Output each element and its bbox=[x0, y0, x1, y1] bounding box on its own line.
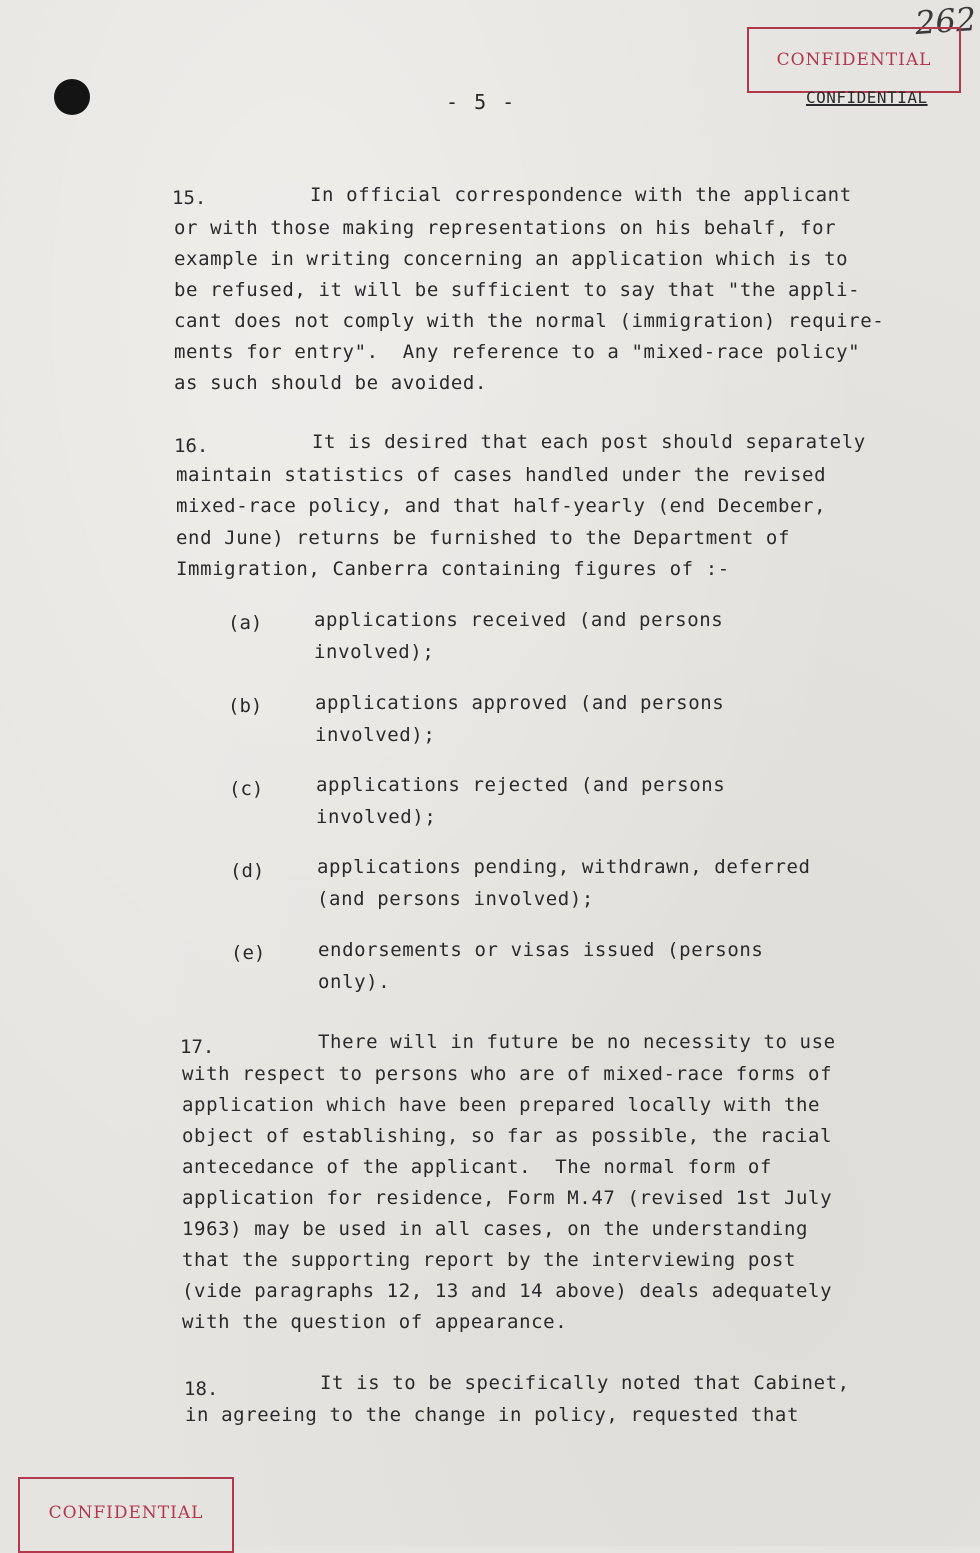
paragraph-17-line: There will in future be no necessity to use bbox=[318, 1031, 836, 1053]
paragraph-15-line: cant does not comply with the normal (immigration) require- bbox=[174, 310, 885, 332]
confidential-stamp-bottom: CONFIDENTIAL bbox=[18, 1477, 234, 1553]
list-item-line: applications pending, withdrawn, deferred bbox=[317, 856, 811, 878]
page-number: - 5 - bbox=[446, 90, 517, 114]
folio-number: 262 bbox=[913, 0, 978, 43]
paragraph-15-line: In official correspondence with the applicant bbox=[310, 184, 852, 206]
paragraph-15-number: 15. bbox=[172, 187, 207, 209]
paragraph-16-line: mixed-race policy, and that half-yearly (end December, bbox=[176, 495, 827, 517]
paragraph-16-line: maintain statistics of cases handled under the revised bbox=[176, 464, 827, 486]
list-item-label: (c) bbox=[229, 778, 264, 800]
paragraph-17-line: (vide paragraphs 12, 13 and 14 above) deals adequately bbox=[182, 1280, 833, 1302]
paragraph-17-number: 17. bbox=[180, 1036, 215, 1058]
list-item-label: (d) bbox=[230, 860, 265, 882]
paragraph-15-line: or with those making representations on his behalf, for bbox=[174, 217, 837, 239]
paragraph-15-line: as such should be avoided. bbox=[174, 372, 488, 394]
list-item-line: applications approved (and persons bbox=[315, 692, 725, 714]
punch-hole bbox=[54, 79, 90, 115]
list-item-label: (b) bbox=[228, 695, 263, 717]
list-item-label: (e) bbox=[231, 942, 266, 964]
paragraph-16-line: It is desired that each post should separately bbox=[312, 431, 866, 453]
paragraph-16-line: end June) returns be furnished to the Department of bbox=[176, 527, 790, 549]
paragraph-17-line: application which have been prepared locally with the bbox=[182, 1094, 821, 1116]
paragraph-17-line: with respect to persons who are of mixed-race forms of bbox=[182, 1063, 833, 1085]
list-item-line: involved); bbox=[314, 641, 435, 663]
paragraph-16-number: 16. bbox=[174, 435, 209, 457]
paragraph-17-line: antecedance of the applicant. The normal form of bbox=[182, 1156, 772, 1178]
paragraph-15-line: example in writing concerning an application which is to bbox=[174, 248, 849, 270]
paragraph-15-line: ments for entry". Any reference to a "mixed-race policy" bbox=[174, 341, 861, 363]
paragraph-17-line: application for residence, Form M.47 (revised 1st July bbox=[182, 1187, 833, 1209]
paragraph-18-line: in agreeing to the change in policy, requested that bbox=[185, 1404, 799, 1426]
classification-marking: CONFIDENTIAL bbox=[806, 88, 928, 107]
list-item-line: applications received (and persons bbox=[314, 609, 724, 631]
paragraph-16-line: Immigration, Canberra containing figures of :- bbox=[176, 558, 730, 580]
paragraph-17-line: object of establishing, so far as possible, the racial bbox=[182, 1125, 833, 1147]
list-item-line: (and persons involved); bbox=[317, 888, 594, 910]
paragraph-18-number: 18. bbox=[184, 1378, 219, 1400]
list-item-label: (a) bbox=[228, 612, 263, 634]
confidential-stamp-top: CONFIDENTIAL bbox=[747, 27, 961, 93]
list-item-line: involved); bbox=[315, 724, 436, 746]
paragraph-17-line: 1963) may be used in all cases, on the understanding bbox=[182, 1218, 809, 1240]
paragraph-17-line: with the question of appearance. bbox=[182, 1311, 568, 1333]
paragraph-15-line: be refused, it will be sufficient to say that "the appli- bbox=[174, 279, 861, 301]
list-item-line: involved); bbox=[316, 806, 437, 828]
list-item-line: only). bbox=[318, 971, 391, 993]
list-item-line: applications rejected (and persons bbox=[316, 774, 726, 796]
paragraph-18-line: It is to be specifically noted that Cabinet, bbox=[320, 1372, 850, 1394]
list-item-line: endorsements or visas issued (persons bbox=[318, 939, 764, 961]
paragraph-17-line: that the supporting report by the interviewing post bbox=[182, 1249, 796, 1271]
